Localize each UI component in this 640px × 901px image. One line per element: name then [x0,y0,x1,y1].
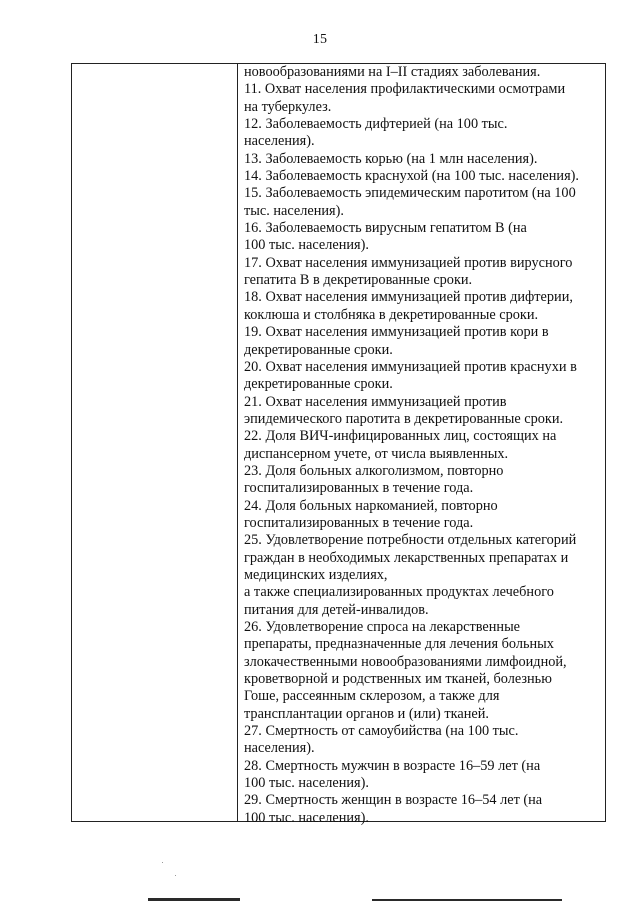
text-line: 20. Охват населения иммунизацией против краснухи в [244,358,577,375]
scan-speck [175,875,176,876]
text-line: 21. Охват населения иммунизацией против [244,393,507,410]
text-line: Гоше, рассеянным склерозом, а также для [244,688,500,705]
page-number: 15 [312,32,328,47]
text-line: злокачественными новообразованиями лимфоидной, [244,653,567,670]
text-line: 29. Смертность женщин в возрасте 16–54 лет (на [244,792,543,809]
text-line: 28. Смертность мужчин в возрасте 16–59 лет (на [244,757,541,774]
text-line: декретированные сроки. [244,376,393,393]
text-line: населения). [244,740,315,757]
text-line: 18. Охват населения иммунизацией против дифтерии, [244,289,573,306]
text-line: препараты, предназначенные для лечения больных [244,636,554,653]
text-line: 14. Заболеваемость краснухой (на 100 тыс. населения). [244,168,579,185]
table-right-column [238,64,605,826]
text-line: 11. Охват населения профилактическими осмотрами [244,81,566,98]
text-line: а также специализированных продуктах лечебного [244,584,554,601]
scan-speck [162,862,163,863]
text-line: новообразованиями на I–II стадиях заболевания. [244,64,541,80]
text-line: кроветворной и родственных им тканей, болезнью [244,671,552,688]
table-left-column [72,64,238,821]
text-line: 16. Заболеваемость вирусным гепатитом В (на [244,220,527,237]
text-line: 100 тыс. населения). [244,237,369,254]
text-line: гепатита В в декретированные сроки. [244,272,473,289]
text-line: питания для детей-инвалидов. [244,601,429,618]
text-line: декретированные сроки. [244,341,393,358]
text-line: госпитализированных в течение года. [244,514,474,531]
text-line: 100 тыс. населения). [244,775,369,792]
text-line: граждан в необходимых лекарственных препаратах и [244,549,569,566]
text-line: тыс. населения). [244,202,344,219]
text-line: 100 тыс. населения). [244,809,369,826]
text-line: на туберкулез. [244,98,332,115]
text-line: 25. Удовлетворение потребности отдельных категорий [244,532,577,549]
text-line: медицинских изделиях, [244,566,388,583]
text-line: диспансерном учете, от числа выявленных. [244,445,509,462]
text-line: 19. Охват населения иммунизацией против кори в [244,324,549,341]
text-line: госпитализированных в течение года. [244,480,474,497]
text-line: 26. Удовлетворение спроса на лекарственные [244,619,521,635]
text-line: 12. Заболеваемость дифтерией (на 100 тыс. [244,116,508,133]
text-line: 27. Смертность от самоубийства (на 100 тыс. [244,723,519,740]
text-line: населения). [244,133,315,150]
text-line: эпидемического паротита в декретированные сроки. [244,410,564,427]
text-line: 24. Доля больных наркоманией, повторно [244,497,498,514]
text-line: коклюша и столбняка в декретированные сроки. [244,306,539,323]
text-line: 22. Доля ВИЧ-инфицированных лиц, состоящих на [244,428,557,445]
text-line: 13. Заболеваемость корью (на 1 млн населения). [244,150,538,167]
text-line: 23. Доля больных алкоголизмом, повторно [244,462,504,479]
text-line: 15. Заболеваемость эпидемическим паротитом (на 100 [244,185,576,202]
text-line: 17. Охват населения иммунизацией против вирусного [244,254,573,271]
text-line: трансплантации органов и (или) тканей. [244,705,489,722]
indicator-table [71,63,606,826]
